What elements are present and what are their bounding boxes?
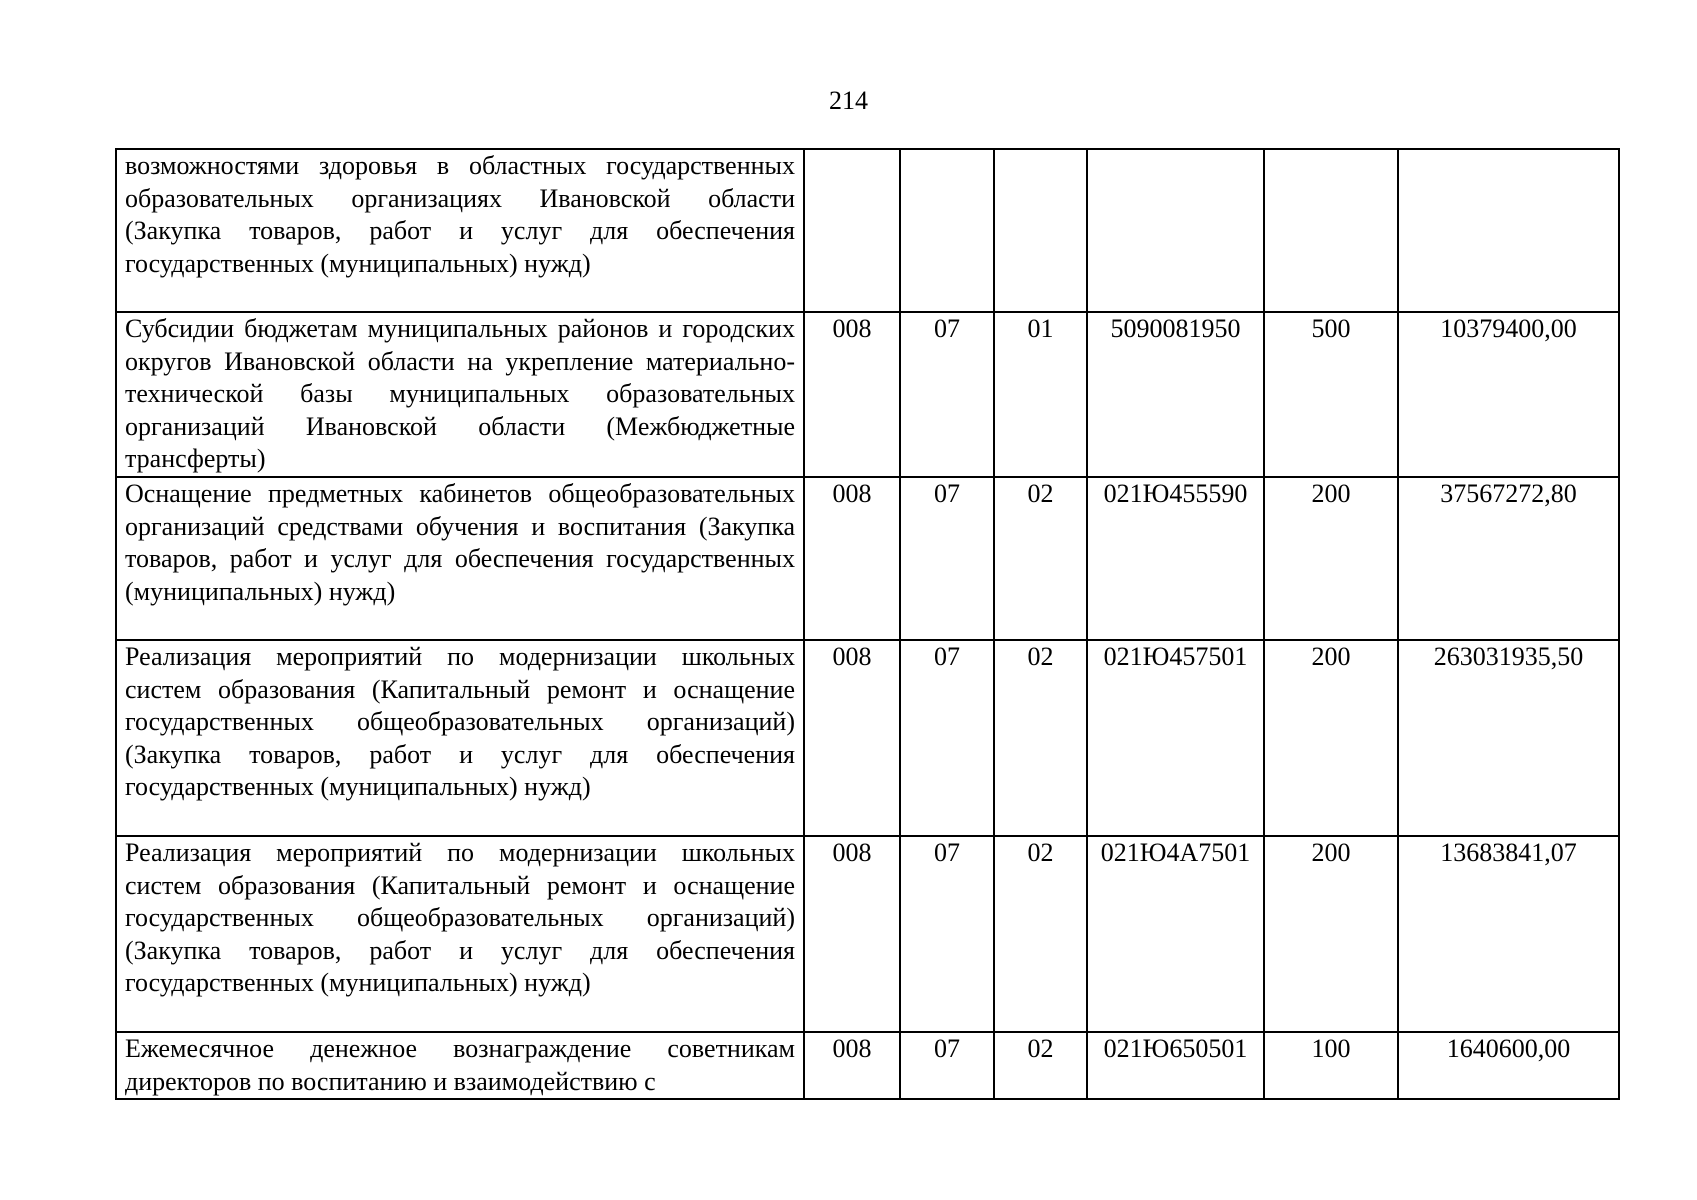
row-description: Реализация мероприятий по модернизации школьных систем образования (Капитальный ремонт и оснащение государственных общеобразовательных организаций) (Закупка товаров, работ и услуг для обеспечения государственных (муниципальных) нужд) [116, 836, 804, 1032]
amount: 1640600,00 [1398, 1032, 1619, 1099]
row-description: Оснащение предметных кабинетов общеобразовательных организаций средствами обучения и воспитания (Закупка товаров, работ и услуг для обеспечения государственных (муниципальных) нужд) [116, 477, 804, 640]
section-code: 07 [900, 1032, 994, 1099]
amount: 263031935,50 [1398, 640, 1619, 836]
ministry-code: 008 [804, 477, 900, 640]
table-row [116, 149, 1619, 312]
expense-type-code [1264, 149, 1398, 312]
subsection-code: 02 [994, 1032, 1087, 1099]
target-code: 021Ю457501 [1087, 640, 1264, 836]
target-code: 5090081950 [1087, 312, 1264, 477]
ministry-code [804, 149, 900, 312]
subsection-code: 02 [994, 836, 1087, 1032]
target-code [1087, 149, 1264, 312]
table-row [116, 640, 1619, 836]
target-code: 021Ю650501 [1087, 1032, 1264, 1099]
target-code: 021Ю455590 [1087, 477, 1264, 640]
section-code: 07 [900, 477, 994, 640]
table-row [116, 836, 1619, 1032]
ministry-code: 008 [804, 1032, 900, 1099]
table-row [116, 1032, 1619, 1099]
expense-type-code: 500 [1264, 312, 1398, 477]
subsection-code: 01 [994, 312, 1087, 477]
subsection-code: 02 [994, 640, 1087, 836]
row-description: Ежемесячное денежное вознаграждение советникам директоров по воспитанию и взаимодействию с [116, 1032, 804, 1099]
amount: 37567272,80 [1398, 477, 1619, 640]
row-description: возможностями здоровья в областных государственных образовательных организациях Ивановской области (Закупка товаров, работ и услуг для обеспечения государственных (муниципальных) нужд) [116, 149, 804, 312]
expense-type-code: 200 [1264, 836, 1398, 1032]
amount: 13683841,07 [1398, 836, 1619, 1032]
table-row [116, 477, 1619, 640]
section-code: 07 [900, 640, 994, 836]
ministry-code: 008 [804, 312, 900, 477]
row-description: Реализация мероприятий по модернизации школьных систем образования (Капитальный ремонт и оснащение государственных общеобразовательных организаций) (Закупка товаров, работ и услуг для обеспечения государственных (муниципальных) нужд) [116, 640, 804, 836]
expense-type-code: 100 [1264, 1032, 1398, 1099]
budget-table [115, 148, 1620, 1100]
section-code: 07 [900, 312, 994, 477]
subsection-code [994, 149, 1087, 312]
section-code [900, 149, 994, 312]
section-code: 07 [900, 836, 994, 1032]
ministry-code: 008 [804, 836, 900, 1032]
amount: 10379400,00 [1398, 312, 1619, 477]
expense-type-code: 200 [1264, 640, 1398, 836]
ministry-code: 008 [804, 640, 900, 836]
subsection-code: 02 [994, 477, 1087, 640]
page-number: 214 [829, 86, 868, 115]
amount [1398, 149, 1619, 312]
expense-type-code: 200 [1264, 477, 1398, 640]
row-description: Субсидии бюджетам муниципальных районов и городских округов Ивановской области на укрепление материально-технической базы муниципальных образовательных организаций Ивановской области (Межбюджетные трансферты) [116, 312, 804, 477]
target-code: 021Ю4А7501 [1087, 836, 1264, 1032]
table-row [116, 312, 1619, 477]
